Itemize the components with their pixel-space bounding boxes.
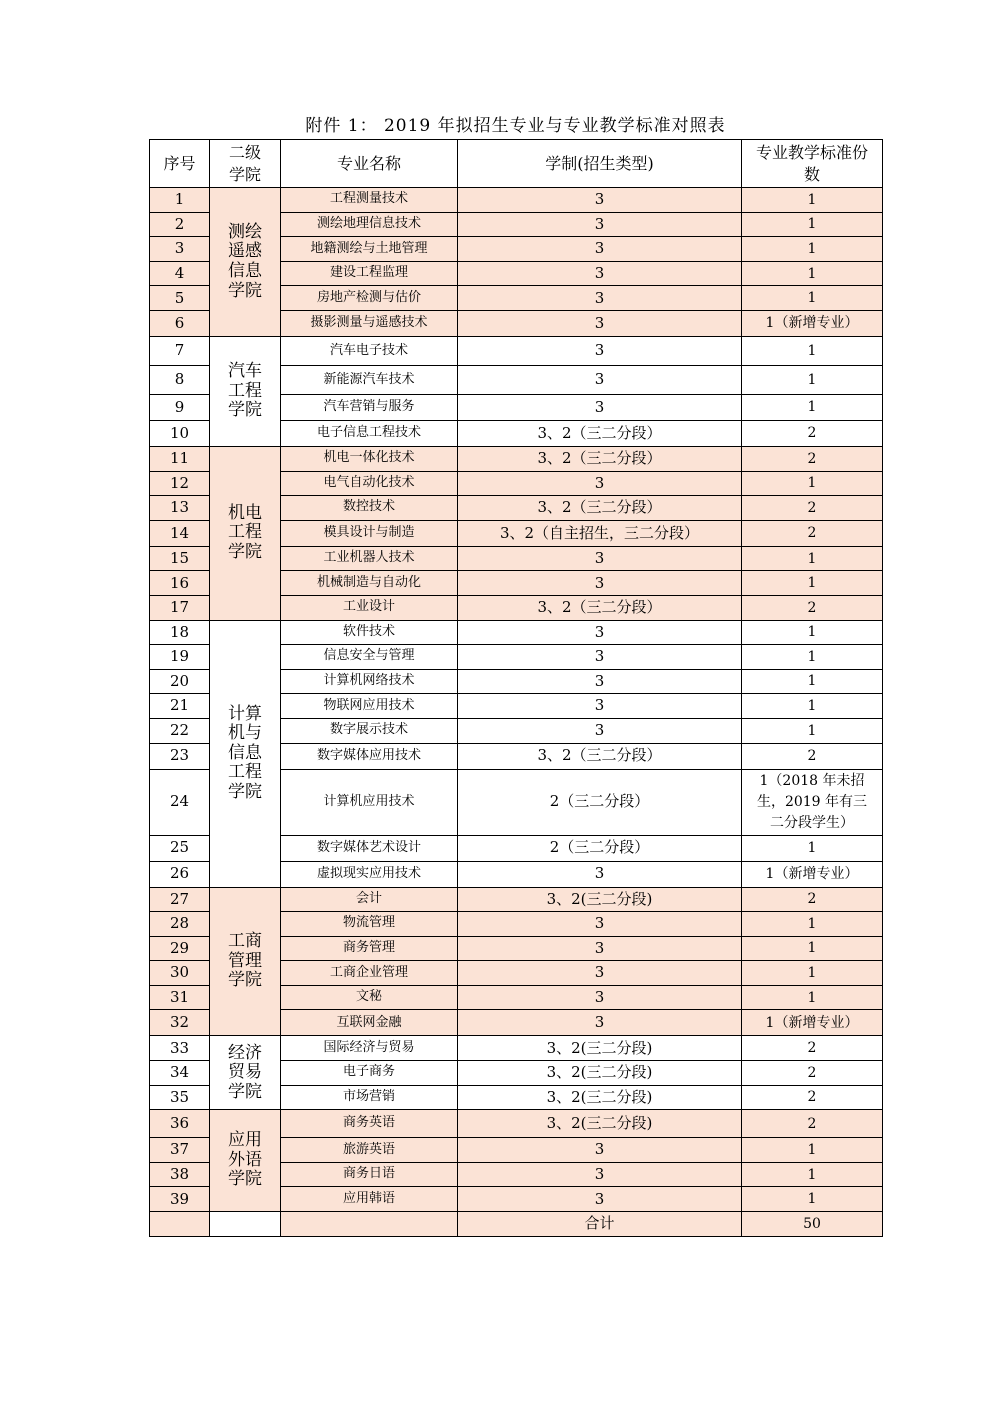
standard-count: 1 [742, 1187, 883, 1212]
row-seq: 6 [150, 310, 210, 336]
study-system: 3、2（三二分段） [458, 496, 742, 521]
standard-count: 1 [742, 645, 883, 670]
standard-count: 2 [742, 420, 883, 446]
study-system: 3、2（三二分段） [458, 595, 742, 620]
major-name: 工商企业管理 [281, 961, 458, 986]
study-system: 3 [458, 1162, 742, 1187]
row-seq: 18 [150, 620, 210, 645]
row-seq: 31 [150, 985, 210, 1010]
study-system: 3、2（三二分段） [458, 420, 742, 446]
college-cell: 应用外语学院 [210, 1110, 281, 1212]
row-seq: 29 [150, 936, 210, 961]
standard-count: 2 [742, 595, 883, 620]
row-seq: 19 [150, 645, 210, 670]
standard-count: 1 [742, 571, 883, 596]
table-row [150, 188, 883, 213]
major-name: 工业设计 [281, 595, 458, 620]
study-system: 3 [458, 645, 742, 670]
page-title: 附件 1： 2019 年拟招生专业与专业教学标准对照表 [305, 116, 726, 136]
major-name: 计算机应用技术 [281, 769, 458, 835]
study-system: 3、2(三二分段) [458, 1036, 742, 1061]
study-system: 3 [458, 237, 742, 262]
major-name: 旅游英语 [281, 1138, 458, 1163]
table-row [150, 446, 883, 471]
major-name: 电子信息工程技术 [281, 420, 458, 446]
header-count: 专业教学标准份数 [742, 140, 883, 188]
major-standard-table [149, 139, 883, 1237]
major-name: 物流管理 [281, 912, 458, 937]
standard-count: 2 [742, 496, 883, 521]
total-seq-empty [150, 1212, 210, 1237]
standard-count: 1 [742, 471, 883, 496]
study-system: 3 [458, 546, 742, 571]
row-seq: 35 [150, 1085, 210, 1110]
row-seq: 27 [150, 887, 210, 912]
total-college-empty [210, 1212, 281, 1237]
standard-count: 1（新增专业） [742, 861, 883, 887]
row-seq: 32 [150, 1010, 210, 1036]
standard-count: 1 [742, 620, 883, 645]
row-seq: 8 [150, 365, 210, 394]
total-value: 50 [742, 1212, 883, 1237]
total-row [150, 1212, 883, 1237]
major-name: 机电一体化技术 [281, 446, 458, 471]
major-name: 计算机网络技术 [281, 669, 458, 694]
study-system: 3、2（三二分段） [458, 446, 742, 471]
study-system: 3 [458, 669, 742, 694]
major-name: 模具设计与制造 [281, 520, 458, 546]
standard-count: 1 [742, 261, 883, 286]
study-system: 3、2（三二分段） [458, 743, 742, 769]
study-system: 3 [458, 471, 742, 496]
major-name: 商务英语 [281, 1110, 458, 1138]
standard-count: 1 [742, 912, 883, 937]
major-name: 应用韩语 [281, 1187, 458, 1212]
standard-count: 2 [742, 1110, 883, 1138]
study-system: 3 [458, 861, 742, 887]
major-name: 工程测量技术 [281, 188, 458, 213]
study-system: 3 [458, 286, 742, 311]
college-cell: 测绘遥感信息学院 [210, 188, 281, 337]
table-row [150, 887, 883, 912]
study-system: 3 [458, 985, 742, 1010]
row-seq: 21 [150, 694, 210, 719]
table-row [150, 1036, 883, 1061]
header-system: 学制(招生类型) [458, 140, 742, 188]
row-seq: 14 [150, 520, 210, 546]
total-major-empty [281, 1212, 458, 1237]
row-seq: 37 [150, 1138, 210, 1163]
study-system: 3 [458, 212, 742, 237]
row-seq: 28 [150, 912, 210, 937]
major-name: 摄影测量与遥感技术 [281, 310, 458, 336]
study-system: 3 [458, 620, 742, 645]
standard-count: 1 [742, 961, 883, 986]
standard-count: 2 [742, 1036, 883, 1061]
table-row [150, 336, 883, 365]
standard-count: 1 [742, 286, 883, 311]
study-system: 3、2（自主招生，三二分段） [458, 520, 742, 546]
row-seq: 26 [150, 861, 210, 887]
major-name: 数控技术 [281, 496, 458, 521]
major-name: 国际经济与贸易 [281, 1036, 458, 1061]
study-system: 3、2(三二分段) [458, 1085, 742, 1110]
study-system: 3 [458, 718, 742, 743]
header-seq: 序号 [150, 140, 210, 188]
row-seq: 15 [150, 546, 210, 571]
study-system: 3 [458, 365, 742, 394]
college-cell: 计算机与信息工程学院 [210, 620, 281, 887]
major-name: 数字展示技术 [281, 718, 458, 743]
major-name: 数字媒体应用技术 [281, 743, 458, 769]
major-name: 信息安全与管理 [281, 645, 458, 670]
major-name: 汽车电子技术 [281, 336, 458, 365]
major-name: 工业机器人技术 [281, 546, 458, 571]
major-name: 新能源汽车技术 [281, 365, 458, 394]
standard-count: 1 [742, 669, 883, 694]
college-cell: 汽车工程学院 [210, 336, 281, 446]
study-system: 3 [458, 394, 742, 420]
standard-count: 2 [742, 520, 883, 546]
standard-count: 1 [742, 212, 883, 237]
college-cell: 经济贸易学院 [210, 1036, 281, 1110]
row-seq: 2 [150, 212, 210, 237]
major-name: 市场营销 [281, 1085, 458, 1110]
table-row [150, 620, 883, 645]
row-seq: 17 [150, 595, 210, 620]
standard-count: 2 [742, 1085, 883, 1110]
major-name: 汽车营销与服务 [281, 394, 458, 420]
study-system: 3 [458, 694, 742, 719]
row-seq: 34 [150, 1061, 210, 1086]
major-name: 数字媒体艺术设计 [281, 835, 458, 861]
major-name: 物联网应用技术 [281, 694, 458, 719]
row-seq: 4 [150, 261, 210, 286]
major-name: 建设工程监理 [281, 261, 458, 286]
study-system: 3 [458, 310, 742, 336]
standard-count: 1 [742, 394, 883, 420]
standard-count: 1 [742, 1138, 883, 1163]
major-name: 商务管理 [281, 936, 458, 961]
major-name: 虚拟现实应用技术 [281, 861, 458, 887]
row-seq: 9 [150, 394, 210, 420]
row-seq: 38 [150, 1162, 210, 1187]
row-seq: 10 [150, 420, 210, 446]
study-system: 3 [458, 571, 742, 596]
standard-count: 1 [742, 546, 883, 571]
major-name: 房地产检测与估价 [281, 286, 458, 311]
standard-count: 1 [742, 1162, 883, 1187]
major-name: 电子商务 [281, 1061, 458, 1086]
row-seq: 20 [150, 669, 210, 694]
row-seq: 23 [150, 743, 210, 769]
study-system: 3、2(三二分段) [458, 1061, 742, 1086]
standard-count: 2 [742, 1061, 883, 1086]
row-seq: 36 [150, 1110, 210, 1138]
major-name: 互联网金融 [281, 1010, 458, 1036]
row-seq: 7 [150, 336, 210, 365]
row-seq: 24 [150, 769, 210, 835]
standard-count: 1 [742, 936, 883, 961]
row-seq: 33 [150, 1036, 210, 1061]
row-seq: 39 [150, 1187, 210, 1212]
standard-count: 1 [742, 835, 883, 861]
major-name: 电气自动化技术 [281, 471, 458, 496]
standard-count: 1 [742, 188, 883, 213]
table-row [150, 1110, 883, 1138]
study-system: 3、2(三二分段) [458, 1110, 742, 1138]
row-seq: 16 [150, 571, 210, 596]
standard-count: 1 [742, 985, 883, 1010]
study-system: 3 [458, 336, 742, 365]
study-system: 3 [458, 961, 742, 986]
standard-count: 1 [742, 365, 883, 394]
major-name: 文秘 [281, 985, 458, 1010]
study-system: 3 [458, 1187, 742, 1212]
table-header-row [150, 140, 883, 188]
college-cell: 工商管理学院 [210, 887, 281, 1036]
study-system: 3、2(三二分段) [458, 887, 742, 912]
major-name: 地籍测绘与土地管理 [281, 237, 458, 262]
standard-count: 1 [742, 694, 883, 719]
study-system: 3 [458, 261, 742, 286]
standard-count: 1 [742, 237, 883, 262]
header-college: 二级学院 [210, 140, 281, 188]
row-seq: 30 [150, 961, 210, 986]
row-seq: 11 [150, 446, 210, 471]
standard-count: 1 [742, 336, 883, 365]
major-name: 测绘地理信息技术 [281, 212, 458, 237]
total-label: 合计 [458, 1212, 742, 1237]
row-seq: 3 [150, 237, 210, 262]
major-name: 软件技术 [281, 620, 458, 645]
major-name: 会计 [281, 887, 458, 912]
standard-count: 2 [742, 446, 883, 471]
standard-count: 1（2018 年未招生，2019 年有三二分段学生） [742, 769, 883, 835]
study-system: 3 [458, 936, 742, 961]
standard-count: 2 [742, 743, 883, 769]
row-seq: 13 [150, 496, 210, 521]
table-body [150, 188, 883, 1237]
major-name: 商务日语 [281, 1162, 458, 1187]
study-system: 3 [458, 1138, 742, 1163]
row-seq: 5 [150, 286, 210, 311]
row-seq: 12 [150, 471, 210, 496]
standard-count: 1 [742, 718, 883, 743]
row-seq: 1 [150, 188, 210, 213]
standard-count: 2 [742, 887, 883, 912]
row-seq: 22 [150, 718, 210, 743]
header-major: 专业名称 [281, 140, 458, 188]
study-system: 2（三二分段） [458, 769, 742, 835]
row-seq: 25 [150, 835, 210, 861]
study-system: 3 [458, 912, 742, 937]
standard-count: 1（新增专业） [742, 1010, 883, 1036]
study-system: 2（三二分段） [458, 835, 742, 861]
college-cell: 机电工程学院 [210, 446, 281, 620]
standard-count: 1（新增专业） [742, 310, 883, 336]
study-system: 3 [458, 188, 742, 213]
study-system: 3 [458, 1010, 742, 1036]
major-name: 机械制造与自动化 [281, 571, 458, 596]
